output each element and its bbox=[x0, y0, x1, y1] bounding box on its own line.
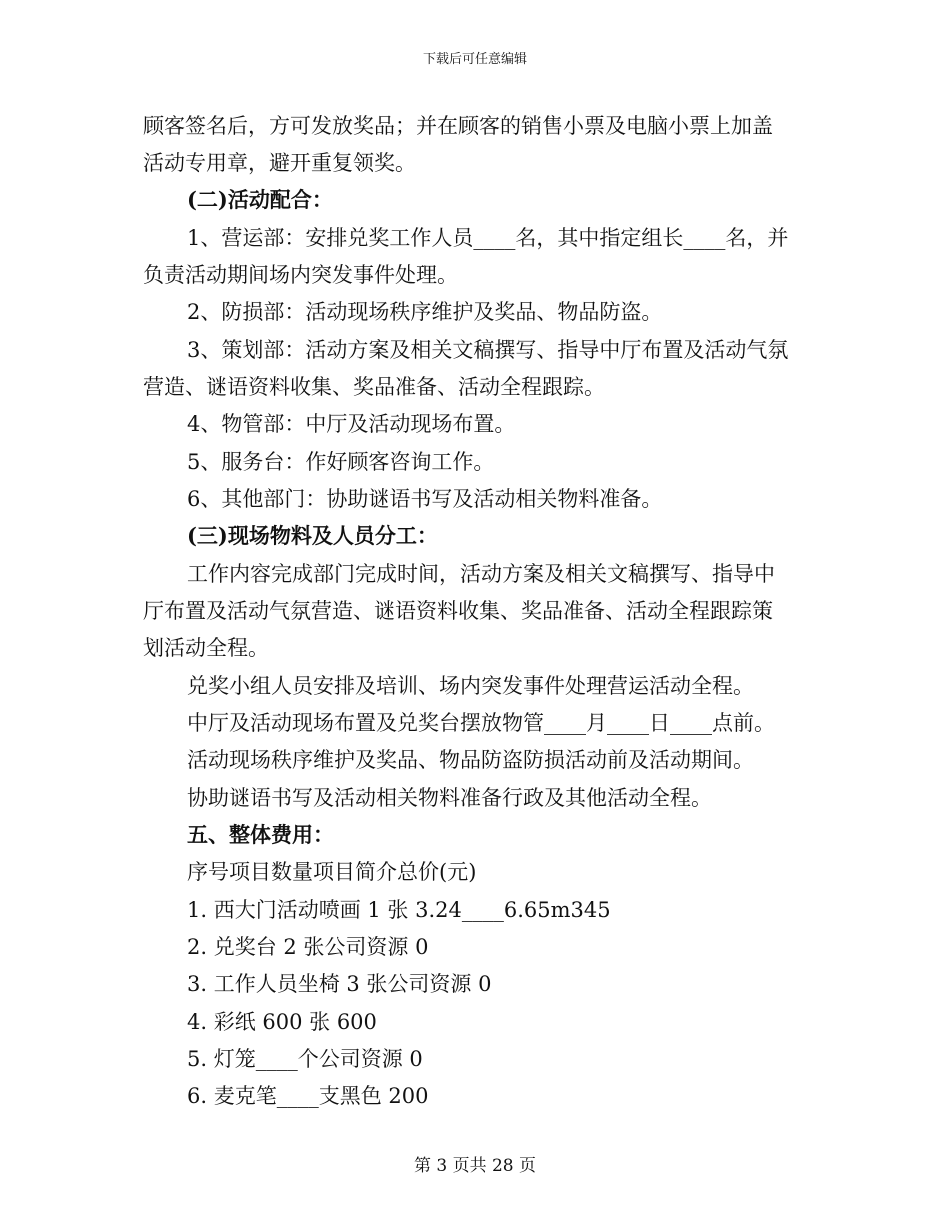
list-item: 4、物管部：中厅及活动现场布置。 bbox=[187, 412, 516, 436]
list-item: 5、服务台：作好顾客咨询工作。 bbox=[187, 450, 495, 474]
paragraph-line: 厅布置及活动气氛营造、谜语资料收集、奖品准备、活动全程跟踪策 bbox=[143, 599, 773, 623]
paragraph-line: 负责活动期间场内突发事件处理。 bbox=[143, 263, 458, 287]
section-heading: (三)现场物料及人员分工： bbox=[187, 523, 438, 548]
paragraph-line: 营造、谜语资料收集、奖品准备、活动全程跟踪。 bbox=[143, 375, 605, 399]
paragraph-line: 划活动全程。 bbox=[143, 636, 269, 660]
page-footer: 第 3 页共 28 页 bbox=[413, 1156, 537, 1176]
cost-item: 1. 西大门活动喷画 1 张 3.24____6.65m345 bbox=[187, 898, 611, 922]
table-header-line: 序号项目数量项目简介总价(元) bbox=[187, 860, 477, 884]
section-heading: (二)活动配合： bbox=[187, 187, 333, 212]
page-header: 下载后可任意编辑 bbox=[422, 52, 527, 67]
cost-item: 6. 麦克笔____支黑色 200 bbox=[187, 1084, 429, 1108]
section-heading: 五、整体费用： bbox=[187, 822, 334, 847]
cost-item: 4. 彩纸 600 张 600 bbox=[187, 1010, 377, 1034]
paragraph-line: 活动现场秩序维护及奖品、物品防盗防损活动前及活动期间。 bbox=[187, 748, 754, 772]
list-item: 6、其他部门：协助谜语书写及活动相关物料准备。 bbox=[187, 487, 663, 511]
paragraph-line: 协助谜语书写及活动相关物料准备行政及其他活动全程。 bbox=[187, 786, 712, 810]
paragraph-line: 活动专用章，避开重复领奖。 bbox=[143, 151, 416, 175]
paragraph-line: 工作内容完成部门完成时间，活动方案及相关文稿撰写、指导中 bbox=[187, 562, 775, 586]
cost-item: 5. 灯笼____个公司资源 0 bbox=[187, 1047, 423, 1071]
list-item: 1、营运部：安排兑奖工作人员____名，其中指定组长____名，并 bbox=[187, 226, 789, 250]
paragraph-line: 顾客签名后，方可发放奖品；并在顾客的销售小票及电脑小票上加盖 bbox=[143, 114, 773, 138]
cost-item: 2. 兑奖台 2 张公司资源 0 bbox=[187, 935, 429, 959]
paragraph-line: 兑奖小组人员安排及培训、场内突发事件处理营运活动全程。 bbox=[187, 674, 754, 698]
list-item: 2、防损部：活动现场秩序维护及奖品、物品防盗。 bbox=[187, 300, 663, 324]
paragraph-line: 中厅及活动现场布置及兑奖台摆放物管____月____日____点前。 bbox=[187, 711, 775, 735]
list-item: 3、策划部：活动方案及相关文稿撰写、指导中厅布置及活动气氛 bbox=[187, 338, 789, 362]
cost-item: 3. 工作人员坐椅 3 张公司资源 0 bbox=[187, 972, 492, 996]
